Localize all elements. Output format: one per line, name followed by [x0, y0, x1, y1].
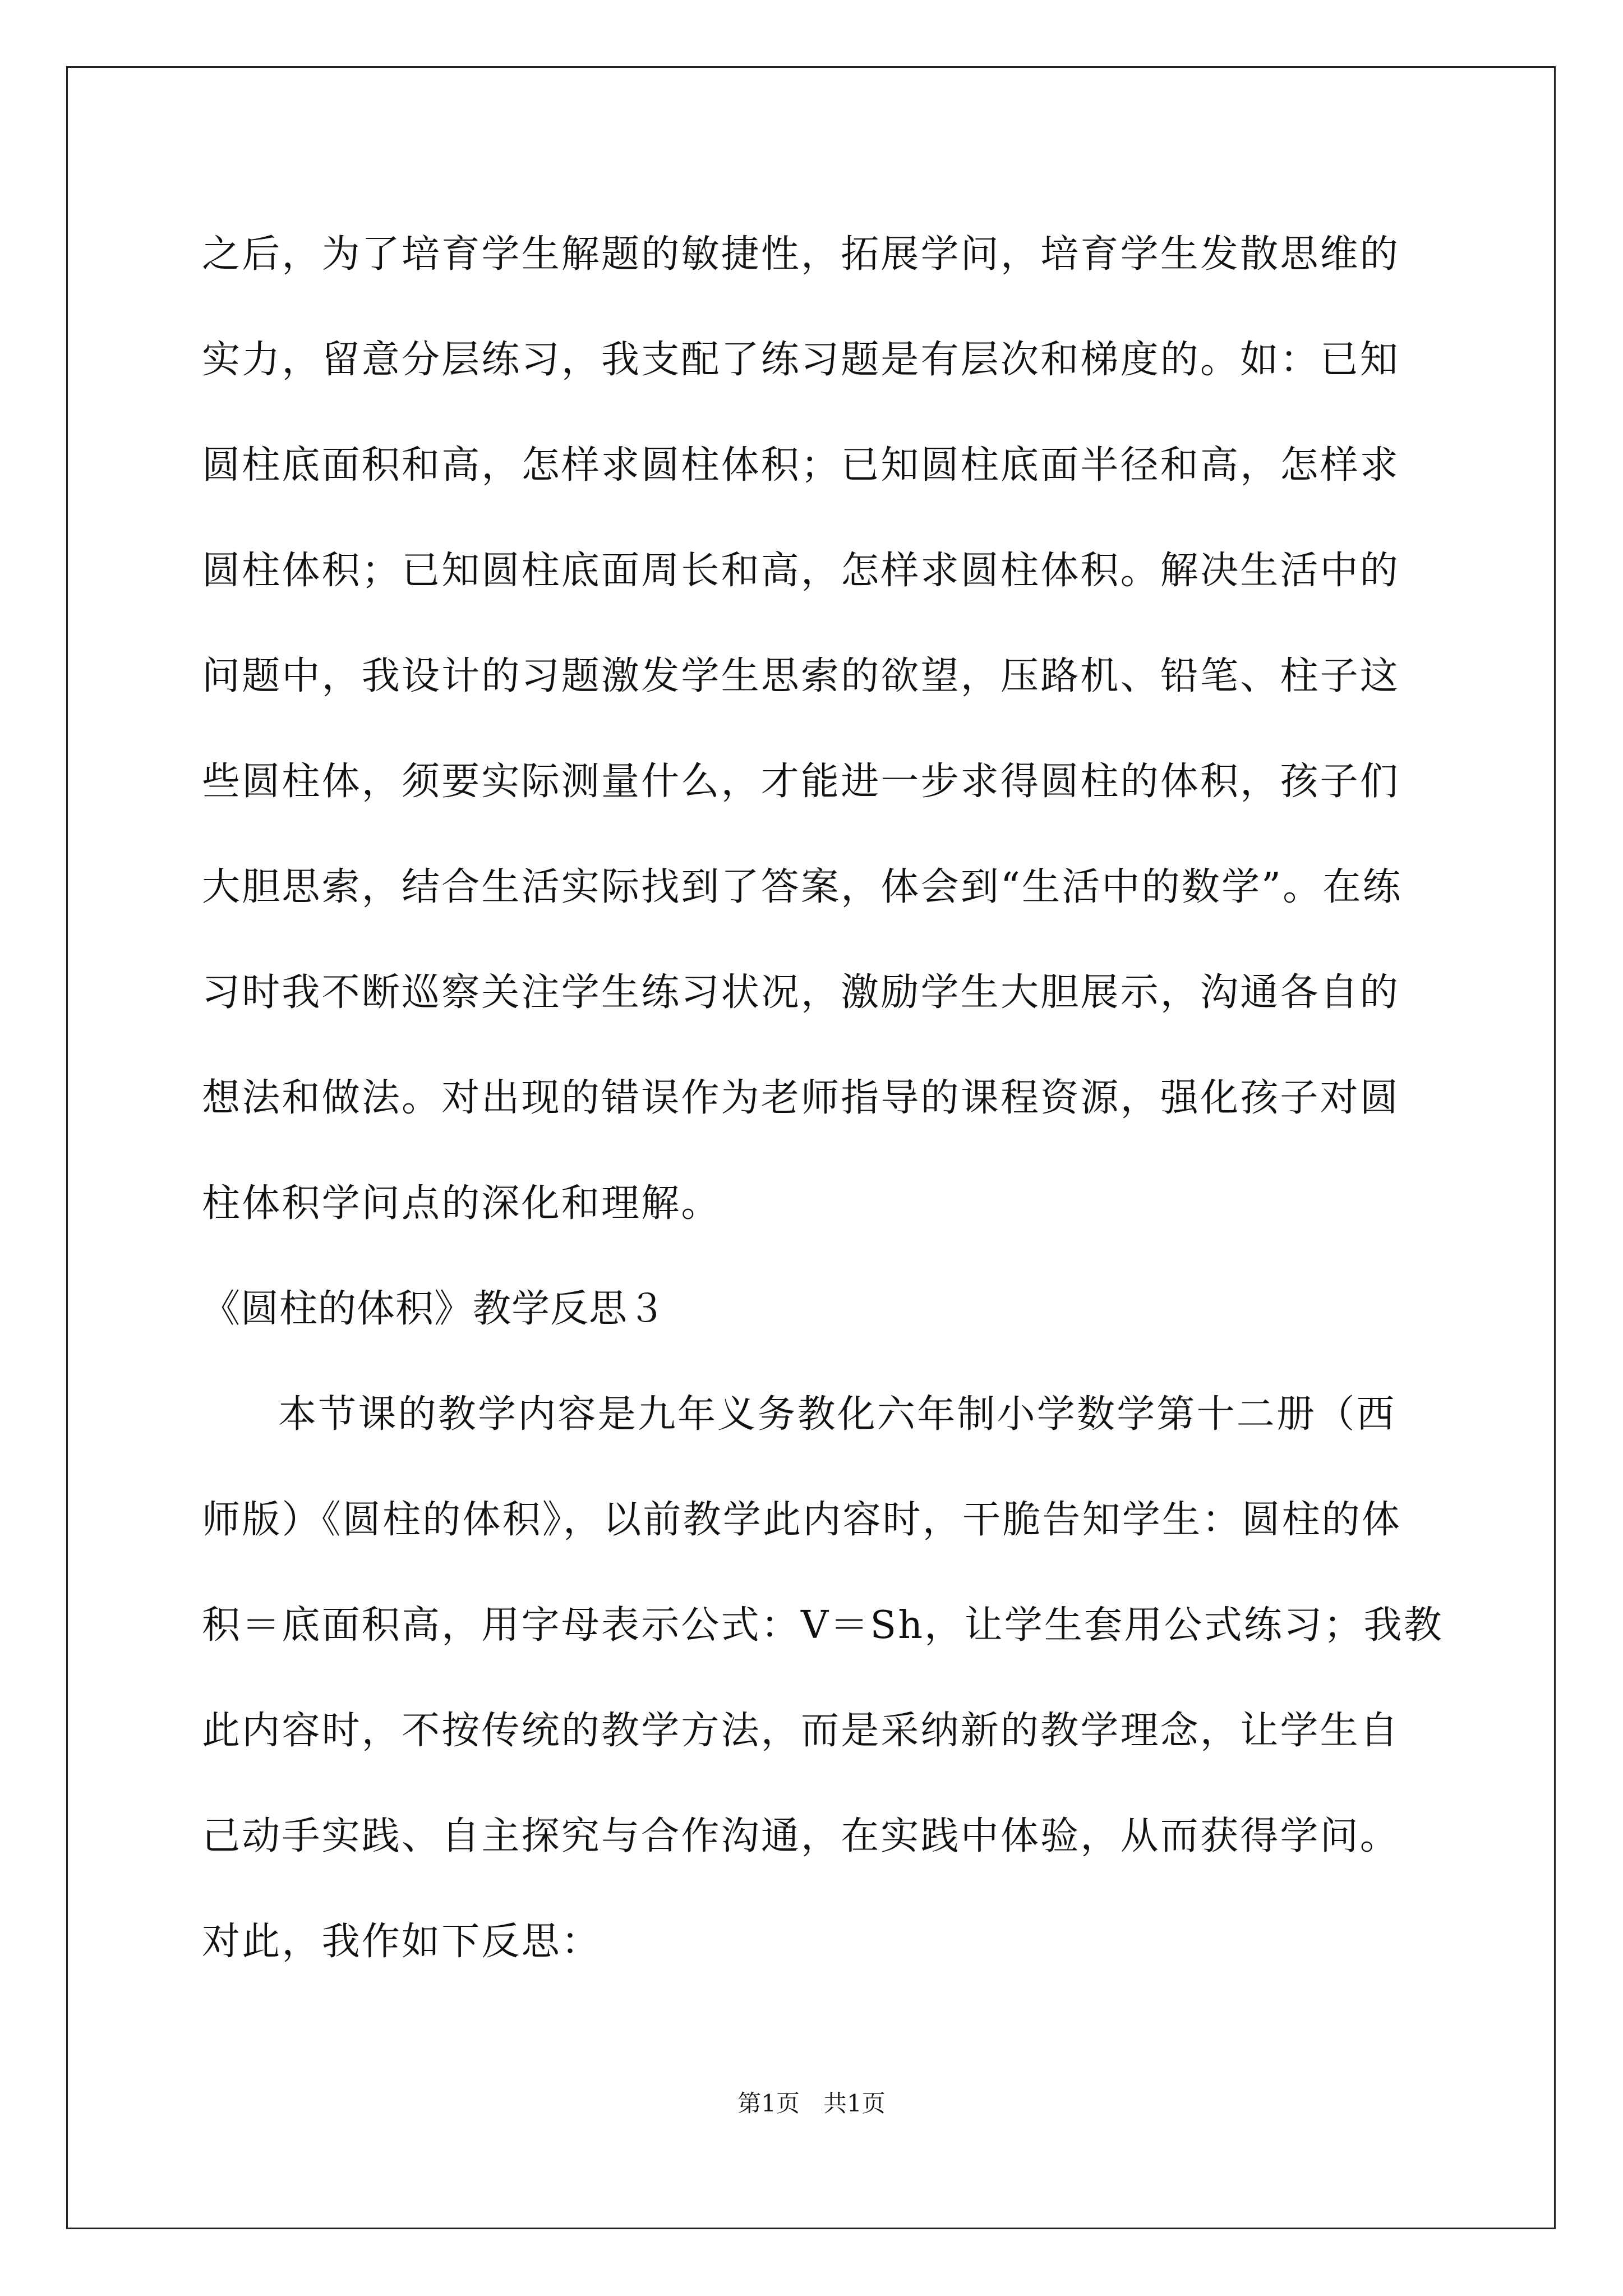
- document-body: [202, 202, 1444, 1995]
- text-line: 问题中，我设计的习题激发学生思索的欲望，压路机、铅笔、柱子这: [202, 654, 1400, 698]
- text-line: 本节课的教学内容是九年义务教化六年制小学数学第十二册（西: [278, 1392, 1396, 1437]
- page-footer: 第1页 共1页: [737, 2090, 886, 2117]
- text-line: 些圆柱体，须要实际测量什么，才能进一步求得圆柱的体积，孩子们: [202, 760, 1400, 804]
- text-line: 想法和做法。对出现的错误作为老师指导的课程资源，强化孩子对圆: [202, 1076, 1400, 1120]
- text-line: 之后，为了培育学生解题的敏捷性，拓展学问，培育学生发散思维的: [202, 232, 1400, 277]
- text-line: 积＝底面积高，用字母表示公式：V＝Sh，让学生套用公式练习；我教: [202, 1603, 1444, 1648]
- text-line: 大胆思索，结合生活实际找到了答案，体会到“生活中的数学”。在练: [202, 865, 1403, 909]
- text-line: 圆柱底面积和高，怎样求圆柱体积；已知圆柱底面半径和高，怎样求: [202, 443, 1400, 487]
- text-line: 习时我不断巡察关注学生练习状况，激励学生大胆展示，沟通各自的: [202, 970, 1400, 1015]
- text-line: 柱体积学问点的深化和理解。: [202, 1181, 721, 1226]
- section-heading: 《圆柱的体积》教学反思３: [202, 1287, 667, 1331]
- text-line: 圆柱体积；已知圆柱底面周长和高，怎样求圆柱体积。解决生活中的: [202, 549, 1400, 593]
- text-line: 实力，留意分层练习，我支配了练习题是有层次和梯度的。如：已知: [202, 338, 1400, 382]
- text-line: 对此，我作如下反思：: [202, 1920, 602, 1964]
- text-line: 己动手实践、自主探究与合作沟通，在实践中体验，从而获得学问。: [202, 1814, 1400, 1858]
- text-line: 师版）《圆柱的体积》，以前教学此内容时，干脆告知学生：圆柱的体: [202, 1498, 1402, 1542]
- text-line: 此内容时，不按传统的教学方法，而是采纳新的教学理念，让学生自: [202, 1709, 1400, 1753]
